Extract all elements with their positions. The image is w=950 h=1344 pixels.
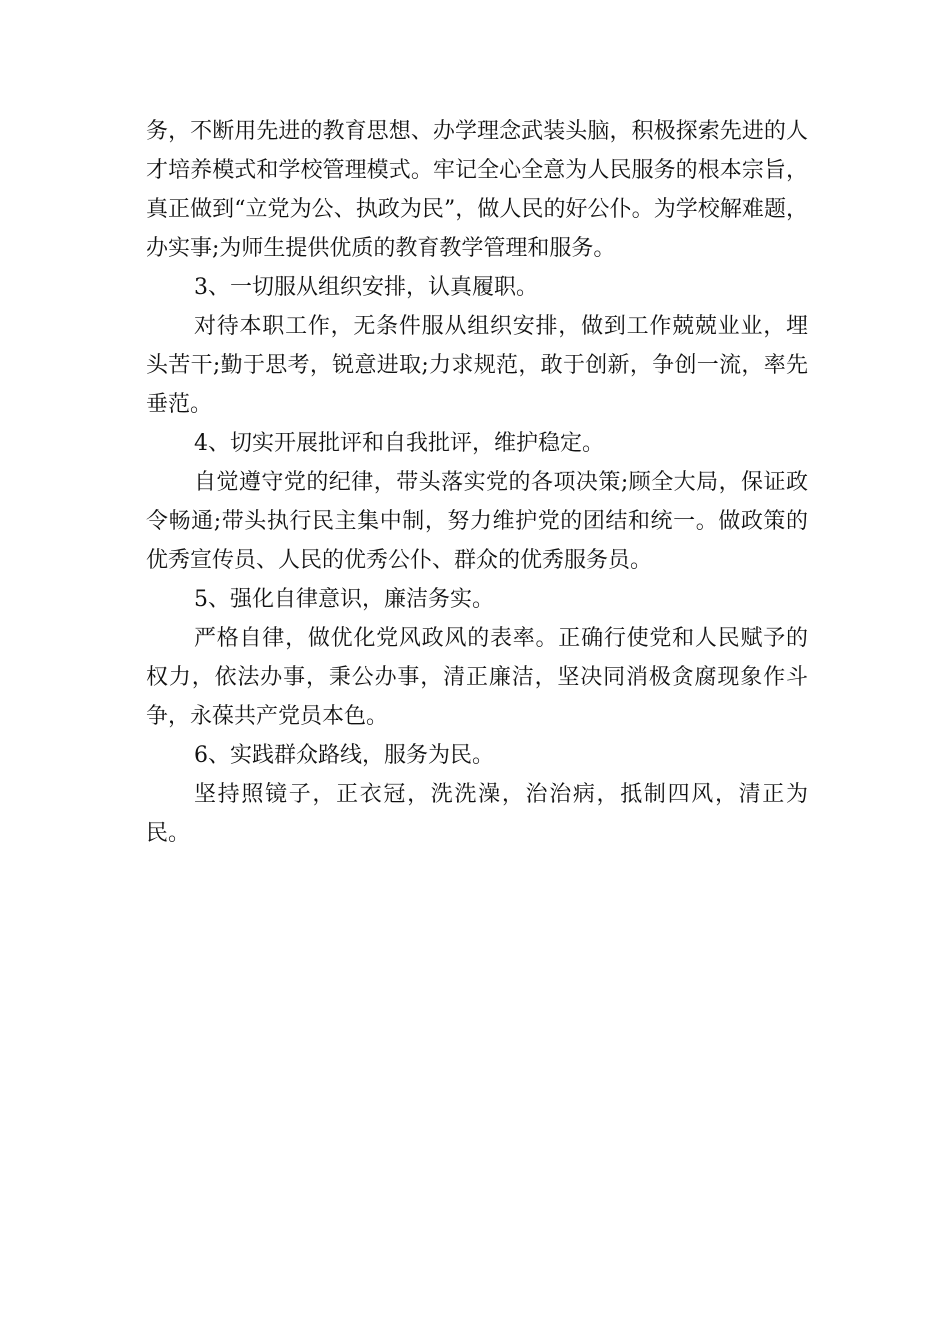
paragraph-section-4: 自觉遵守党的纪律，带头落实党的各项决策;顾全大局，保证政令畅通;带头执行民主集中制，努力维护党的团结和统一。做政策的优秀宣传员、人民的优秀公仆、群众的优秀服务员。 — [146, 470, 808, 573]
paragraph-section-6: 坚持照镜子，正衣冠，洗洗澡，治治病，抵制四风，清正为民。 — [146, 782, 808, 846]
section-heading-5: 5、强化自律意识，廉洁务实。 — [194, 587, 494, 612]
section-heading-3: 3、一切服从组织安排，认真履职。 — [194, 275, 538, 300]
document-body — [146, 112, 808, 853]
paragraph-section-5: 严格自律，做优化党风政风的表率。正确行使党和人民赋予的权力，依法办事，秉公办事，清正廉洁，坚决同消极贪腐现象作斗争，永葆共产党员本色。 — [146, 626, 808, 729]
paragraph-continuation: 务，不断用先进的教育思想、办学理念武装头脑，积极探索先进的人才培养模式和学校管理模式。牢记全心全意为人民服务的根本宗旨，真正做到“立党为公、执政为民”，做人民的好公仆。为学校解难题，办实事;为师生提供优质的教育教学管理和服务。 — [146, 119, 808, 261]
section-heading-6: 6、实践群众路线，服务为民。 — [194, 743, 494, 768]
paragraph-section-3: 对待本职工作，无条件服从组织安排，做到工作兢兢业业，埋头苦干;勤于思考，锐意进取;力求规范，敢于创新，争创一流，率先垂范。 — [146, 314, 808, 417]
section-heading-4: 4、切实开展批评和自我批评，维护稳定。 — [194, 431, 604, 456]
